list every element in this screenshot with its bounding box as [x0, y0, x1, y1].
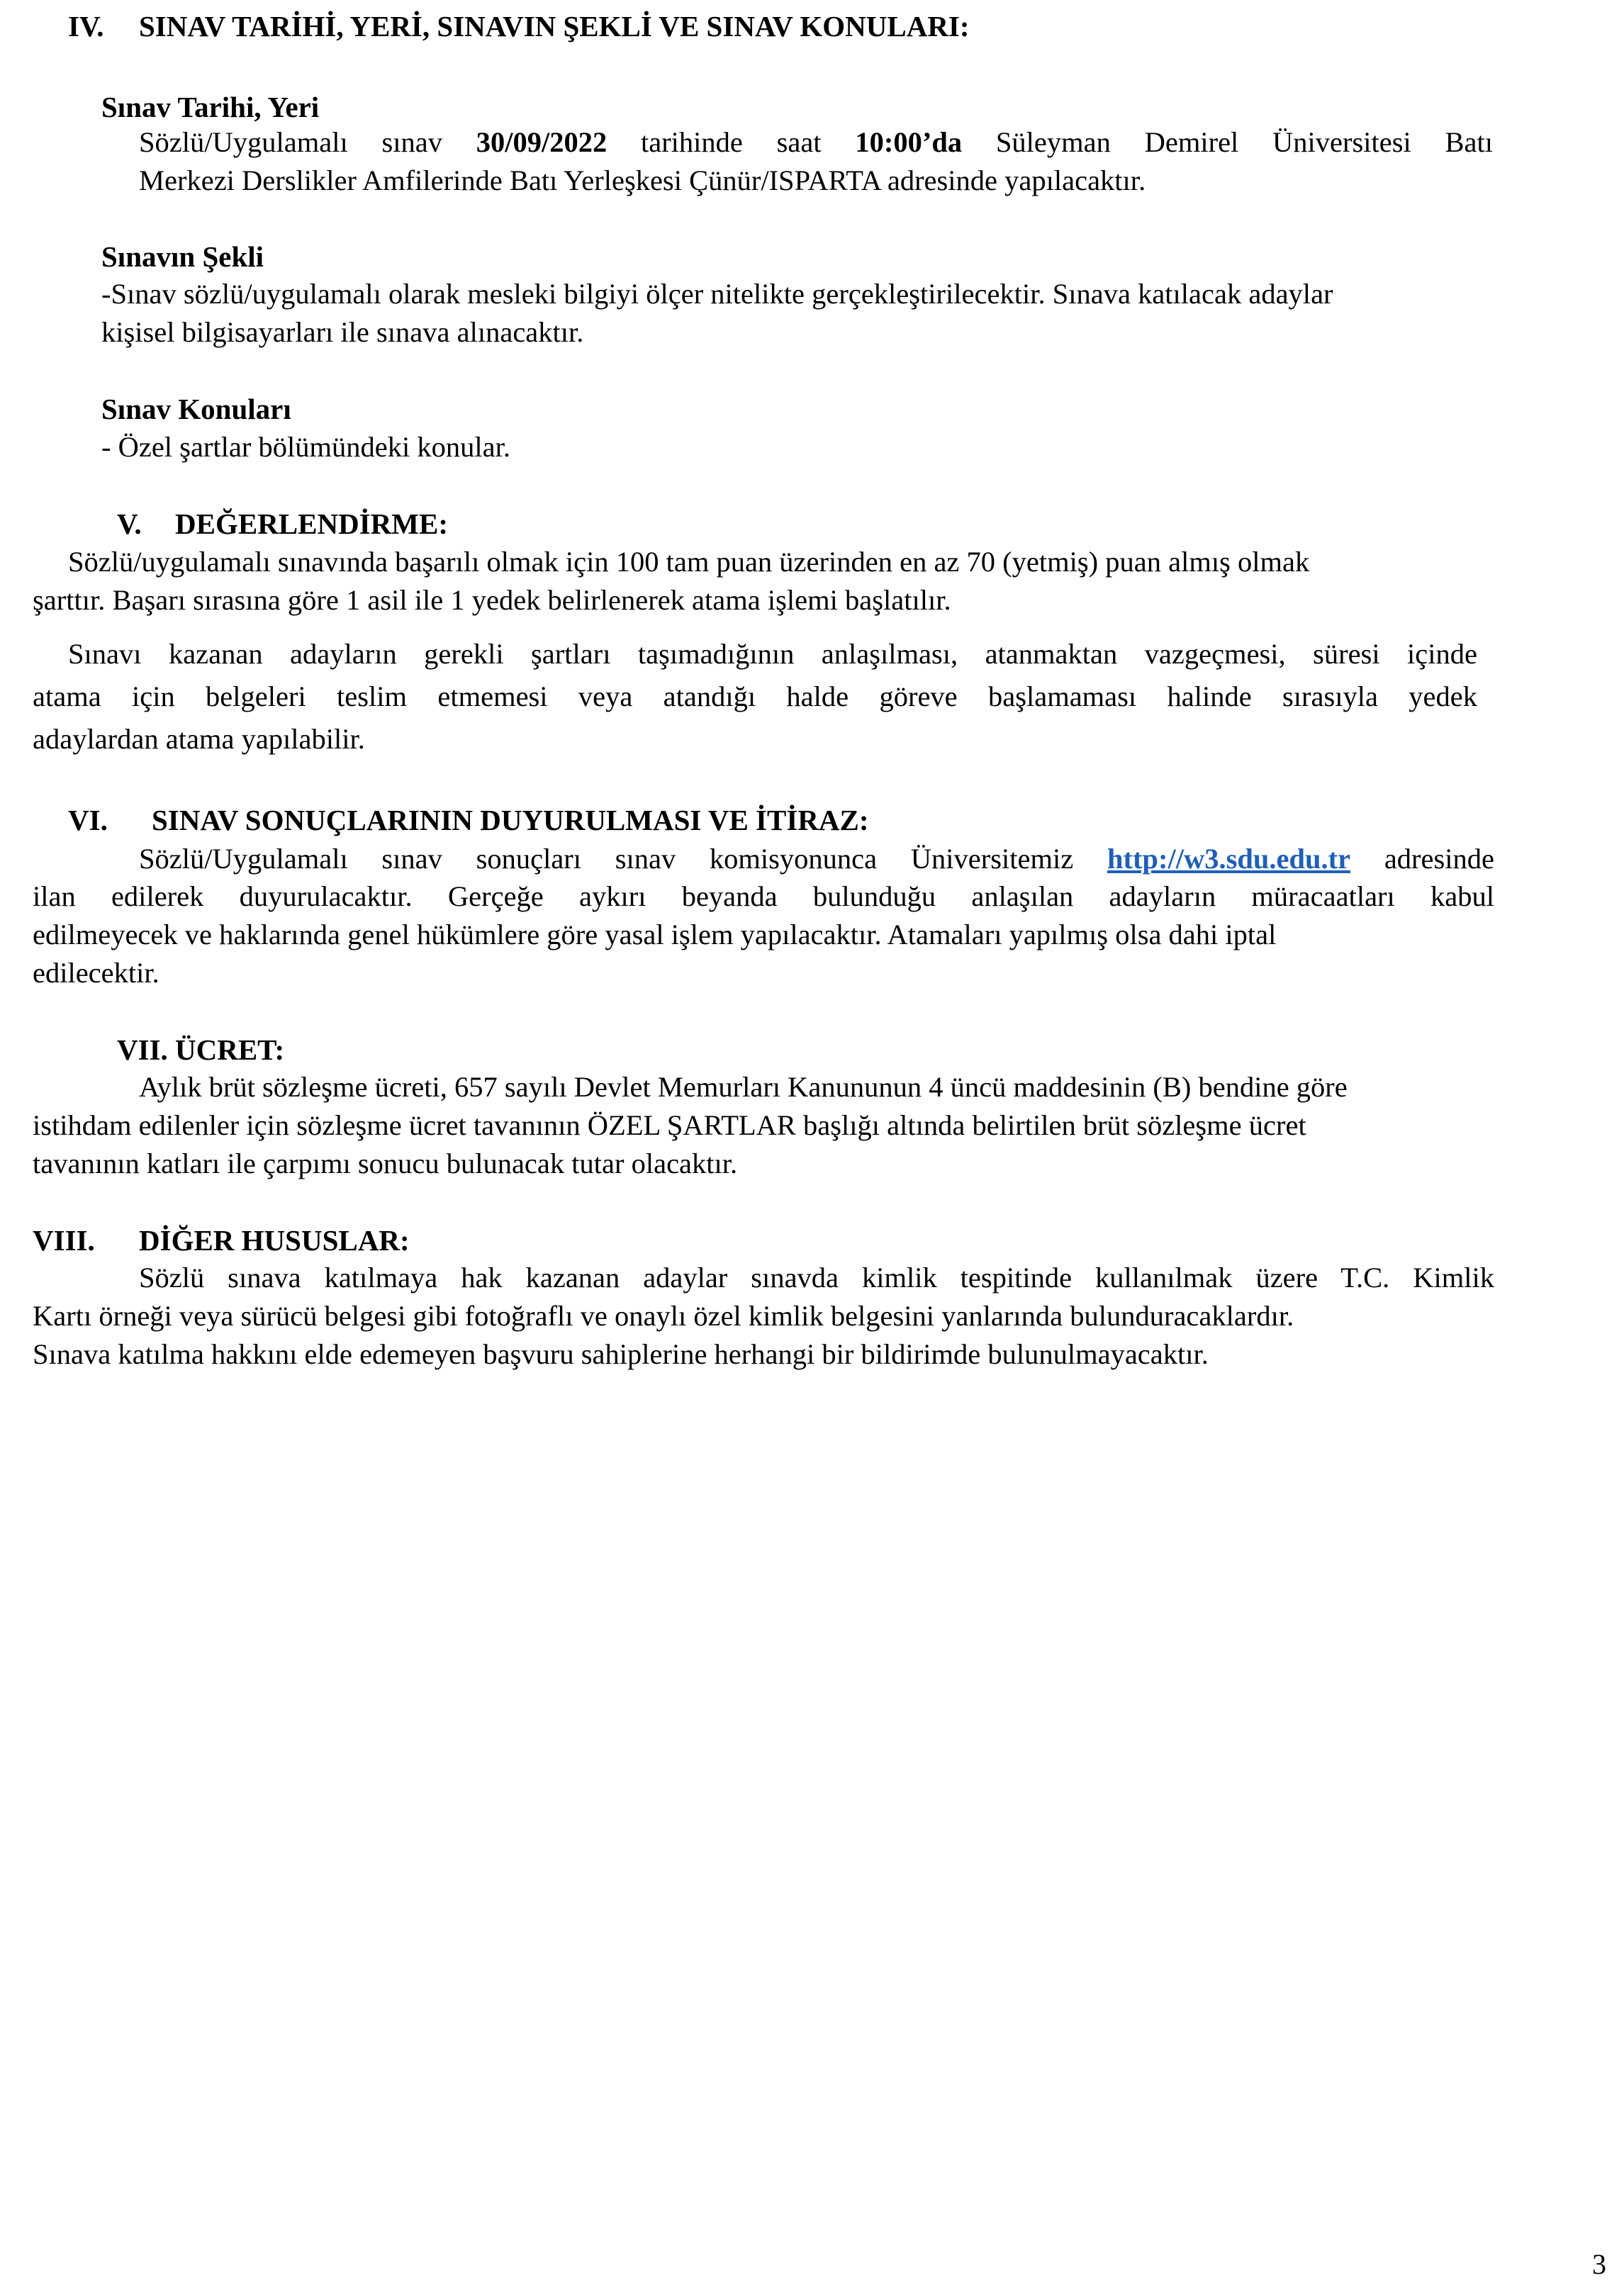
other-matters-line-3: Sınava katılma hakkını elde edemeyen başvuru sahiplerine herhangi bir bildirimde bulunulmayacaktır.: [33, 1338, 1209, 1370]
evaluation-line-4: atama için belgeleri teslim etmemesi veya atandığı halde göreve başlamaması halinde sırasıyla yedek: [33, 680, 1477, 712]
fee-line-2: istihdam edilenler için sözleşme ücret tavanının ÖZEL ŞARTLAR başlığı altında belirtilen brüt sözleşme ücret: [33, 1109, 1306, 1141]
exam-form-line-1: -Sınav sözlü/uygulamalı olarak mesleki bilgiyi ölçer nitelikte gerçekleştirilecektir. Sınava katılacak adaylar: [101, 278, 1333, 310]
exam-time: 10:00’da: [855, 126, 963, 158]
section-7-number: VII.: [117, 1033, 168, 1066]
section-4-title: SINAV TARİHİ, YERİ, SINAVIN ŞEKLİ VE SINAV KONULARI:: [139, 10, 970, 43]
section-6-title: SINAV SONUÇLARININ DUYURULMASI VE İTİRAZ:: [152, 804, 869, 836]
other-matters-line-1: Sözlü sınava katılmaya hak kazanan adaylar sınavda kimlik tespitinde kullanılmak üzere T.C. Kimlik: [139, 1262, 1494, 1294]
exam-date-place-line-2: Merkezi Derslikler Amfilerinde Batı Yerleşkesi Çünür/ISPARTA adresinde yapılacaktır.: [139, 164, 1146, 196]
page-number: 3: [1592, 2248, 1606, 2280]
results-line-4: edilecektir.: [33, 957, 159, 989]
exam-date: 30/09/2022: [476, 126, 607, 158]
results-line-3: edilmeyecek ve haklarında genel hükümlere göre yasal işlem yapılacaktır. Atamaları yapılmış olsa dahi iptal: [33, 919, 1277, 950]
evaluation-line-3: Sınavı kazanan adayların gerekli şartları taşımadığının anlaşılması, atanmaktan vazgeçmesi, süresi içinde: [68, 638, 1477, 670]
section-4-number: IV.: [68, 10, 104, 43]
section-7-title: ÜCRET:: [175, 1033, 285, 1066]
other-matters-line-2: Kartı örneği veya sürücü belgesi gibi fotoğraflı ve onaylı özel kimlik belgesini yanlarında bulunduracaklardır.: [33, 1300, 1294, 1332]
exam-topics-line-1: - Özel şartlar bölümündeki konular.: [101, 431, 510, 463]
section-5-number: V.: [117, 507, 142, 540]
fee-line-3: tavanının katları ile çarpımı sonucu bulunacak tutar olacaktır.: [33, 1148, 738, 1179]
results-line-1: Sözlü/Uygulamalı sınav sonuçları sınav komisyonunca Üniversitemiz http://w3.sdu.edu.tr adresinde: [139, 843, 1494, 875]
fee-line-1: Aylık brüt sözleşme ücreti, 657 sayılı Devlet Memurları Kanununun 4 üncü maddesinin (B) bendine göre: [139, 1071, 1348, 1103]
exam-form-heading: Sınavın Şekli: [101, 240, 264, 273]
section-8-title: DİĞER HUSUSLAR:: [139, 1224, 410, 1257]
exam-topics-heading: Sınav Konuları: [101, 393, 291, 425]
section-6-number: VI.: [68, 804, 108, 836]
evaluation-line-5: adaylardan atama yapılabilir.: [33, 723, 365, 755]
exam-form-line-2: kişisel bilgisayarları ile sınava alınacaktır.: [101, 316, 584, 348]
evaluation-line-2: şarttır. Başarı sırasına göre 1 asil ile 1 yedek belirlenerek atama işlemi başlatılır.: [33, 584, 951, 616]
results-line-2: ilan edilerek duyurulacaktır. Gerçeğe aykırı beyanda bulunduğu anlaşılan adayların müracaatları kabul: [33, 880, 1494, 912]
exam-date-place-heading: Sınav Tarihi, Yeri: [101, 91, 320, 123]
evaluation-line-1: Sözlü/uygulamalı sınavında başarılı olmak için 100 tam puan üzerinden en az 70 (yetmiş) puan almış olmak: [68, 546, 1310, 578]
section-8-number: VIII.: [33, 1224, 95, 1257]
exam-date-place-line-1: Sözlü/Uygulamalı sınav 30/09/2022 tarihinde saat 10:00’da Süleyman Demirel Üniversitesi Batı: [139, 126, 1493, 158]
university-website-link[interactable]: http://w3.sdu.edu.tr: [1107, 843, 1351, 875]
section-5-title: DEĞERLENDİRME:: [175, 507, 448, 540]
